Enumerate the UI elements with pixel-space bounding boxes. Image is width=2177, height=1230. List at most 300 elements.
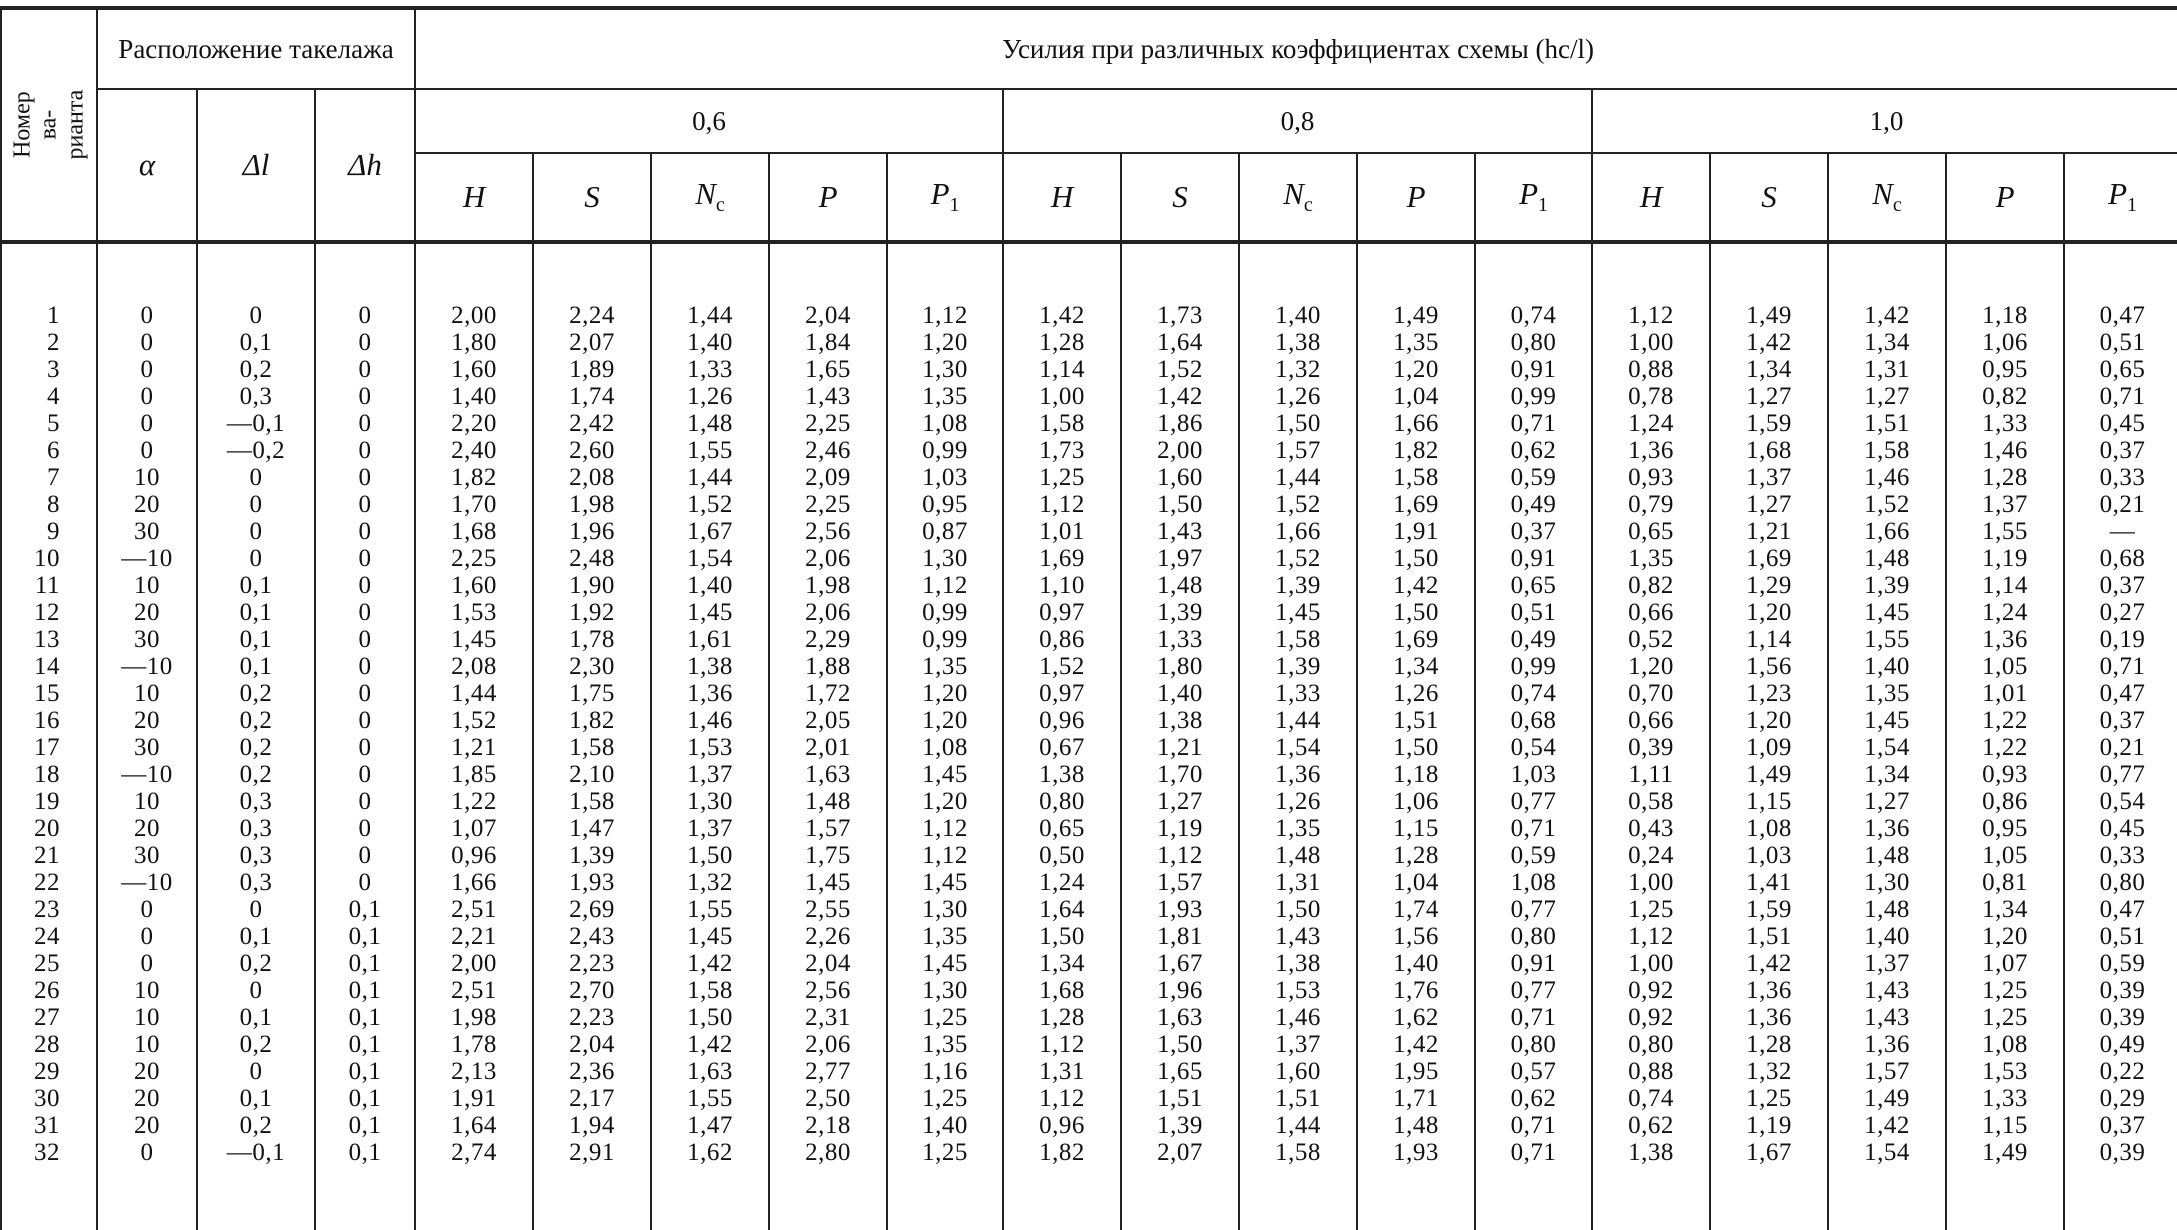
force-value: 1,52	[415, 707, 533, 734]
table-body	[1, 242, 2177, 1230]
variant-number: 24	[1, 923, 97, 950]
force-col-subscript: 1	[2127, 194, 2137, 217]
force-value: 1,24	[1592, 410, 1710, 437]
force-value: 1,12	[1592, 923, 1710, 950]
force-value: 2,69	[533, 896, 651, 923]
force-value: 0,99	[887, 599, 1003, 626]
force-value: 0,49	[1475, 491, 1592, 518]
force-value: 1,27	[1710, 491, 1828, 518]
alpha-value: 10	[97, 572, 197, 599]
spacer-cell	[1710, 242, 1828, 302]
force-value: 1,12	[887, 302, 1003, 329]
force-value: 1,22	[415, 788, 533, 815]
force-value: 1,69	[1357, 491, 1475, 518]
force-value: 0,54	[1475, 734, 1592, 761]
force-value: 1,20	[887, 788, 1003, 815]
force-value: 1,86	[1121, 410, 1239, 437]
force-value: 2,56	[769, 977, 887, 1004]
force-value: 0,49	[1475, 626, 1592, 653]
variant-number: 21	[1, 842, 97, 869]
delta-h-value: 0	[315, 437, 415, 464]
force-value: 1,50	[1121, 491, 1239, 518]
force-col-symbol: H	[462, 178, 486, 214]
force-value: 0,97	[1003, 599, 1121, 626]
force-value: 1,55	[1828, 626, 1946, 653]
force-value: 0,24	[1592, 842, 1710, 869]
force-value: 1,45	[415, 626, 533, 653]
force-value: 0,80	[1475, 923, 1592, 950]
alpha-value: 10	[97, 1031, 197, 1058]
force-value: 1,08	[1710, 815, 1828, 842]
force-value: 2,31	[769, 1004, 887, 1031]
force-value: 1,27	[1828, 383, 1946, 410]
force-value: 1,56	[1357, 923, 1475, 950]
delta-h-value: 0	[315, 869, 415, 896]
force-col-header	[2064, 153, 2177, 242]
delta-h-value: 0,1	[315, 1139, 415, 1166]
force-value: 1,45	[887, 950, 1003, 977]
force-value: 1,48	[1828, 896, 1946, 923]
spacer-cell	[1946, 242, 2064, 302]
delta-h-value: 0	[315, 329, 415, 356]
force-value: 1,00	[1592, 950, 1710, 977]
force-value: 1,52	[1239, 491, 1357, 518]
force-value: 1,58	[1357, 464, 1475, 491]
force-value: 1,67	[1710, 1139, 1828, 1166]
alpha-value: 20	[97, 815, 197, 842]
spacer-cell	[1121, 242, 1239, 302]
force-value: 1,08	[1946, 1031, 2064, 1058]
force-value: 2,06	[769, 1031, 887, 1058]
force-value: 0,99	[887, 626, 1003, 653]
force-value: 0,21	[2064, 491, 2177, 518]
force-value: 2,91	[533, 1139, 651, 1166]
table-row	[1, 545, 2177, 572]
force-value: 1,25	[1003, 464, 1121, 491]
force-value: 0,65	[1592, 518, 1710, 545]
force-value: 0,88	[1592, 356, 1710, 383]
force-value: 1,21	[1710, 518, 1828, 545]
spacer-cell	[197, 242, 315, 302]
force-value: 1,89	[533, 356, 651, 383]
force-value: 1,93	[1357, 1139, 1475, 1166]
force-col-symbol: P	[2108, 175, 2127, 211]
force-value: 1,38	[1003, 761, 1121, 788]
force-value: 1,88	[769, 653, 887, 680]
force-value: 0,21	[2064, 734, 2177, 761]
table-row	[1, 653, 2177, 680]
force-col-symbol: S	[1172, 178, 1188, 214]
force-value: 1,50	[1239, 896, 1357, 923]
force-value: 1,42	[1710, 950, 1828, 977]
force-value: 1,37	[651, 761, 769, 788]
delta-l-value: 0	[197, 545, 315, 572]
force-value: 1,22	[1946, 707, 2064, 734]
force-value: 1,12	[887, 572, 1003, 599]
force-value: 0,45	[2064, 815, 2177, 842]
force-col-symbol: N	[1872, 175, 1893, 211]
force-value: 1,36	[1710, 977, 1828, 1004]
forces-header	[415, 8, 2177, 89]
delta-h-value: 0	[315, 383, 415, 410]
force-value: 2,21	[415, 923, 533, 950]
force-value: 0,74	[1475, 302, 1592, 329]
force-value: 0,93	[1946, 761, 2064, 788]
force-value: 1,28	[1710, 1031, 1828, 1058]
force-value: 1,38	[651, 653, 769, 680]
force-value: 1,28	[1946, 464, 2064, 491]
force-value: 1,12	[887, 842, 1003, 869]
force-value: 1,30	[887, 977, 1003, 1004]
force-value: 1,25	[1710, 1085, 1828, 1112]
force-value: 0,43	[1592, 815, 1710, 842]
delta-h-value: 0,1	[315, 896, 415, 923]
force-value: 1,58	[1828, 437, 1946, 464]
force-value: 1,36	[651, 680, 769, 707]
force-value: 1,43	[1828, 1004, 1946, 1031]
force-value: 2,04	[533, 1031, 651, 1058]
spacer-cell	[1357, 1166, 1475, 1230]
alpha-value: 0	[97, 410, 197, 437]
force-col-symbol: H	[1050, 178, 1074, 214]
force-value: 0,91	[1475, 545, 1592, 572]
force-value: 1,53	[1946, 1058, 2064, 1085]
variant-number: 14	[1, 653, 97, 680]
force-value: 1,20	[1946, 923, 2064, 950]
delta-h-value: 0,1	[315, 923, 415, 950]
force-value: 1,81	[1121, 923, 1239, 950]
force-value: 1,36	[1828, 815, 1946, 842]
force-value: 2,60	[533, 437, 651, 464]
force-value: 1,66	[1239, 518, 1357, 545]
force-value: 1,26	[1357, 680, 1475, 707]
alpha-value: 10	[97, 1004, 197, 1031]
force-value: 0,37	[1475, 518, 1592, 545]
force-value: 1,08	[887, 410, 1003, 437]
spacer-cell	[887, 1166, 1003, 1230]
force-value: 2,06	[769, 545, 887, 572]
spacer-cell	[1710, 1166, 1828, 1230]
variant-number: 29	[1, 1058, 97, 1085]
spacer-cell	[97, 242, 197, 302]
force-value: 1,03	[887, 464, 1003, 491]
force-value: 1,35	[887, 923, 1003, 950]
alpha-value: 30	[97, 518, 197, 545]
force-col-header	[533, 153, 651, 242]
spacer-cell	[1828, 242, 1946, 302]
force-value: 1,43	[1239, 923, 1357, 950]
force-value: 0,74	[1592, 1085, 1710, 1112]
force-value: 1,74	[1357, 896, 1475, 923]
force-value: 1,20	[887, 329, 1003, 356]
delta-l-value: 0,2	[197, 680, 315, 707]
spacer-cell	[97, 1166, 197, 1230]
table-row	[1, 788, 2177, 815]
table-row	[1, 1139, 2177, 1166]
force-value: 0,81	[1946, 869, 2064, 896]
force-value: 1,76	[1357, 977, 1475, 1004]
force-value: 1,39	[1121, 1112, 1239, 1139]
force-value: 1,14	[1710, 626, 1828, 653]
force-value: 1,66	[1357, 410, 1475, 437]
force-value: 0,47	[2064, 680, 2177, 707]
force-value: 1,58	[1003, 410, 1121, 437]
force-value: 1,68	[1710, 437, 1828, 464]
force-value: 1,56	[1710, 653, 1828, 680]
delta-h-value: 0	[315, 626, 415, 653]
force-value: 1,25	[887, 1085, 1003, 1112]
force-value: 1,27	[1710, 383, 1828, 410]
spacer-cell	[1, 1166, 97, 1230]
force-value: 1,61	[651, 626, 769, 653]
alpha-value: 30	[97, 734, 197, 761]
delta-l-value: —0,2	[197, 437, 315, 464]
force-value: 0,39	[2064, 1139, 2177, 1166]
force-value: 2,17	[533, 1085, 651, 1112]
delta-l-value: 0,2	[197, 356, 315, 383]
force-value: 0,52	[1592, 626, 1710, 653]
force-value: 1,91	[415, 1085, 533, 1112]
force-value: 1,40	[651, 329, 769, 356]
force-value: 1,33	[1946, 410, 2064, 437]
force-col-header	[769, 153, 887, 242]
force-col-header	[1121, 153, 1239, 242]
force-col-subscript: c	[1892, 194, 1902, 217]
force-value: 2,00	[415, 302, 533, 329]
rigging-header: Расположение такелажа	[97, 8, 415, 89]
force-value: 1,36	[1946, 626, 2064, 653]
delta-h-value: 0	[315, 815, 415, 842]
force-col-symbol: P	[1995, 178, 2015, 214]
force-value: 1,50	[651, 1004, 769, 1031]
force-value: 1,09	[1710, 734, 1828, 761]
force-value: 0,95	[887, 491, 1003, 518]
force-value: 1,68	[1003, 977, 1121, 1004]
force-value: 1,84	[769, 329, 887, 356]
force-value: 1,66	[1828, 518, 1946, 545]
force-value: 1,37	[1239, 1031, 1357, 1058]
force-value: 1,47	[651, 1112, 769, 1139]
force-value: 0,77	[1475, 896, 1592, 923]
force-value: 1,40	[1239, 302, 1357, 329]
force-value: 1,00	[1003, 383, 1121, 410]
spacer-cell	[1, 242, 97, 302]
force-value: 2,25	[415, 545, 533, 572]
table-row	[1, 950, 2177, 977]
force-value: 1,29	[1710, 572, 1828, 599]
force-value: 1,45	[651, 599, 769, 626]
force-value: 1,64	[1121, 329, 1239, 356]
spacer-cell	[415, 242, 533, 302]
delta-h-value: 0	[315, 842, 415, 869]
force-value: 0,33	[2064, 464, 2177, 491]
force-col-header	[1592, 153, 1710, 242]
force-value: 2,00	[415, 950, 533, 977]
spacer-cell	[1475, 242, 1592, 302]
force-value: 1,00	[1592, 869, 1710, 896]
spacer-cell	[315, 242, 415, 302]
force-value: 1,51	[1357, 707, 1475, 734]
force-value: 1,51	[1239, 1085, 1357, 1112]
alpha-value: 0	[97, 1139, 197, 1166]
force-col-subscript: 1	[1538, 194, 1548, 217]
force-value: 0,59	[2064, 950, 2177, 977]
variant-number: 27	[1, 1004, 97, 1031]
delta-h-value: 0	[315, 518, 415, 545]
force-value: 1,43	[1121, 518, 1239, 545]
force-value: 2,13	[415, 1058, 533, 1085]
force-value: 1,30	[887, 356, 1003, 383]
spacer-cell	[769, 242, 887, 302]
force-value: 1,98	[533, 491, 651, 518]
force-value: 1,46	[1946, 437, 2064, 464]
force-value: 0,71	[2064, 383, 2177, 410]
delta-h-value: 0,1	[315, 1031, 415, 1058]
force-value: 0,77	[2064, 761, 2177, 788]
delta-h-value: 0	[315, 491, 415, 518]
alpha-value: 20	[97, 1058, 197, 1085]
alpha-value: 20	[97, 491, 197, 518]
force-value: 2,70	[533, 977, 651, 1004]
force-value: 1,16	[887, 1058, 1003, 1085]
force-value: 1,67	[651, 518, 769, 545]
coef-header-1: 0,8	[1003, 89, 1592, 153]
delta-l-value: 0,3	[197, 842, 315, 869]
variant-number: 18	[1, 761, 97, 788]
force-value: 1,36	[1592, 437, 1710, 464]
force-value: 1,42	[1828, 302, 1946, 329]
alpha-value: 0	[97, 437, 197, 464]
force-value: 1,40	[1121, 680, 1239, 707]
variant-number: 17	[1, 734, 97, 761]
force-value: 1,08	[1475, 869, 1592, 896]
force-value: 1,73	[1121, 302, 1239, 329]
force-value: 1,91	[1357, 518, 1475, 545]
force-value: 2,23	[533, 1004, 651, 1031]
force-value: 1,37	[1946, 491, 2064, 518]
delta-l-value: 0,3	[197, 815, 315, 842]
force-value: 1,30	[651, 788, 769, 815]
force-value: 1,33	[1121, 626, 1239, 653]
force-value: 1,07	[1946, 950, 2064, 977]
delta-h-header: Δh	[315, 89, 415, 242]
table-row	[1, 842, 2177, 869]
spacer-cell	[1239, 1166, 1357, 1230]
force-value: 1,28	[1357, 842, 1475, 869]
force-value: 2,23	[533, 950, 651, 977]
force-value: 1,49	[1710, 302, 1828, 329]
force-value: 1,52	[1828, 491, 1946, 518]
force-value: 0,93	[1592, 464, 1710, 491]
force-value: 1,49	[1828, 1085, 1946, 1112]
force-value: 1,48	[1239, 842, 1357, 869]
force-value: 1,55	[651, 1085, 769, 1112]
force-value: 1,38	[1239, 329, 1357, 356]
table-row	[1, 383, 2177, 410]
force-value: 1,49	[1357, 302, 1475, 329]
variant-number: 32	[1, 1139, 97, 1166]
force-value: 0,96	[1003, 707, 1121, 734]
force-value: 1,45	[1828, 599, 1946, 626]
force-value: 1,39	[1239, 572, 1357, 599]
force-value: 1,52	[651, 491, 769, 518]
force-value: 0,82	[1946, 383, 2064, 410]
force-value: 1,50	[1357, 599, 1475, 626]
force-value: 1,57	[1121, 869, 1239, 896]
spacer-row	[1, 1166, 2177, 1230]
variant-number: 4	[1, 383, 97, 410]
force-value: 0,82	[1592, 572, 1710, 599]
force-value: 1,58	[1239, 626, 1357, 653]
force-value: 1,19	[1121, 815, 1239, 842]
force-value: 1,97	[1121, 545, 1239, 572]
force-value: 0,70	[1592, 680, 1710, 707]
alpha-value: 0	[97, 950, 197, 977]
force-value: 0,96	[415, 842, 533, 869]
force-value: 1,25	[1946, 977, 2064, 1004]
alpha-value: —10	[97, 545, 197, 572]
force-value: 2,06	[769, 599, 887, 626]
delta-l-value: 0,3	[197, 788, 315, 815]
force-value: 0,51	[2064, 329, 2177, 356]
variant-number: 20	[1, 815, 97, 842]
alpha-value: 10	[97, 680, 197, 707]
force-value: 1,32	[1710, 1058, 1828, 1085]
force-value: 1,39	[1121, 599, 1239, 626]
force-value: 1,42	[1828, 1112, 1946, 1139]
force-value: 1,50	[1239, 410, 1357, 437]
delta-l-value: 0,2	[197, 1112, 315, 1139]
force-value: 2,25	[769, 491, 887, 518]
force-value: 1,03	[1475, 761, 1592, 788]
force-value: 0,58	[1592, 788, 1710, 815]
force-value: 0,71	[2064, 653, 2177, 680]
variant-number: 8	[1, 491, 97, 518]
force-value: 1,35	[887, 653, 1003, 680]
variant-number: 6	[1, 437, 97, 464]
delta-l-value: 0	[197, 896, 315, 923]
force-value: 1,96	[533, 518, 651, 545]
alpha-value: 30	[97, 626, 197, 653]
table-row	[1, 518, 2177, 545]
force-value: 1,42	[1003, 302, 1121, 329]
delta-l-value: 0,3	[197, 383, 315, 410]
force-value: 1,54	[1828, 734, 1946, 761]
force-value: 1,48	[1357, 1112, 1475, 1139]
force-col-subscript: 1	[949, 194, 960, 217]
force-value: 0,47	[2064, 896, 2177, 923]
table-row	[1, 815, 2177, 842]
force-value: 1,75	[769, 842, 887, 869]
force-value: 1,34	[1003, 950, 1121, 977]
force-value: 1,20	[1710, 707, 1828, 734]
alpha-value: 10	[97, 788, 197, 815]
spacer-cell	[1592, 242, 1710, 302]
table-row	[1, 329, 2177, 356]
force-value: 1,31	[1828, 356, 1946, 383]
force-value: 1,20	[887, 680, 1003, 707]
force-value: 2,40	[415, 437, 533, 464]
force-value: 1,80	[1121, 653, 1239, 680]
force-value: 1,68	[415, 518, 533, 545]
force-value: 0,37	[2064, 437, 2177, 464]
force-col-symbol: H	[1639, 178, 1663, 214]
force-value: 0,77	[1475, 977, 1592, 1004]
force-value: 1,24	[1946, 599, 2064, 626]
force-value: 2,29	[769, 626, 887, 653]
force-value: 1,49	[1946, 1139, 2064, 1166]
delta-l-value: 0,2	[197, 1031, 315, 1058]
